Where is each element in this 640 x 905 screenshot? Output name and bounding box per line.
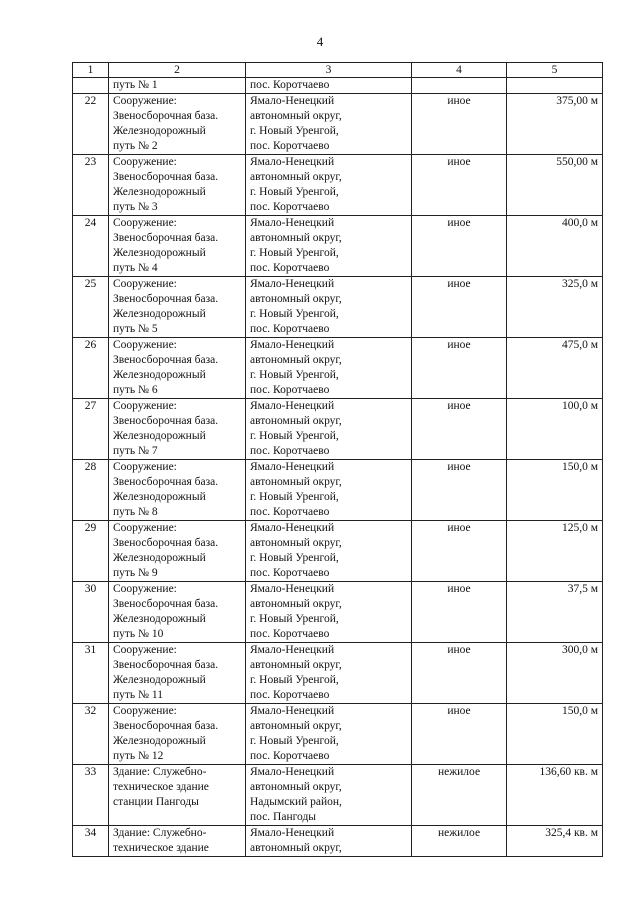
object-address (246, 94, 412, 155)
object-address (246, 277, 412, 338)
table-row (73, 338, 603, 399)
address-line: автономный округ, (250, 720, 342, 732)
object-kind: иное (412, 704, 507, 765)
address-line: г. Новый Уренгой, (250, 674, 339, 686)
header-cell: 5 (507, 63, 603, 78)
address-line: пос. Коротчаево (250, 750, 330, 762)
object-size: 475,0 м (507, 338, 603, 399)
object-size: 300,0 м (507, 643, 603, 704)
object-kind: иное (412, 155, 507, 216)
name-line: Сооружение: (113, 644, 177, 656)
object-kind: иное (412, 582, 507, 643)
address-line: автономный округ, (250, 354, 342, 366)
name-line: Сооружение: (113, 95, 177, 107)
row-number: 23 (73, 155, 109, 216)
address-line: автономный округ, (250, 110, 342, 122)
address-line: Ямало-Ненецкий (250, 400, 335, 412)
address-line: г. Новый Уренгой, (250, 735, 339, 747)
size-cell (507, 78, 603, 94)
name-line: путь № 9 (113, 567, 158, 579)
object-size: 550,00 м (507, 155, 603, 216)
header-cell: 4 (412, 63, 507, 78)
name-line: техническое здание (113, 842, 209, 854)
object-address (246, 155, 412, 216)
object-address (246, 765, 412, 826)
object-size: 150,0 м (507, 460, 603, 521)
kind-cell (412, 78, 507, 94)
object-name (109, 643, 246, 704)
object-size: 325,4 кв. м (507, 826, 603, 857)
name-line: станции Пангоды (113, 796, 199, 808)
object-address (246, 216, 412, 277)
name-line: Звеносборочная база. (113, 537, 219, 549)
name-line: путь № 5 (113, 323, 158, 335)
name-line: Сооружение: (113, 400, 177, 412)
address-line: г. Новый Уренгой, (250, 552, 339, 564)
name-line: путь № 7 (113, 445, 158, 457)
address-line: автономный округ, (250, 232, 342, 244)
address-line: пос. Коротчаево (250, 445, 330, 457)
object-kind: иное (412, 521, 507, 582)
name-line: Звеносборочная база. (113, 720, 219, 732)
object-kind: иное (412, 399, 507, 460)
object-size: 37,5 м (507, 582, 603, 643)
name-line: Железнодорожный (113, 430, 206, 442)
name-line: Сооружение: (113, 156, 177, 168)
object-address (246, 338, 412, 399)
object-address (246, 399, 412, 460)
address-line: Ямало-Ненецкий (250, 583, 335, 595)
name-line: Сооружение: (113, 217, 177, 229)
address-line: Ямало-Ненецкий (250, 827, 335, 839)
name-line: Сооружение: (113, 522, 177, 534)
name-line: Железнодорожный (113, 552, 206, 564)
address-line: пос. Пангоды (250, 811, 317, 823)
object-name (109, 155, 246, 216)
table-row (73, 216, 603, 277)
table-row (73, 704, 603, 765)
name-line: Железнодорожный (113, 125, 206, 137)
address-cell: пос. Коротчаево (246, 78, 412, 94)
object-name (109, 826, 246, 857)
property-table (72, 62, 603, 857)
table-row (73, 155, 603, 216)
object-name (109, 338, 246, 399)
address-line: автономный округ, (250, 537, 342, 549)
table-row (73, 94, 603, 155)
object-address (246, 582, 412, 643)
address-line: автономный округ, (250, 476, 342, 488)
num-cell (73, 78, 109, 94)
row-number: 28 (73, 460, 109, 521)
name-line: Железнодорожный (113, 674, 206, 686)
address-line: автономный округ, (250, 842, 342, 854)
name-line: Железнодорожный (113, 613, 206, 625)
address-line: г. Новый Уренгой, (250, 491, 339, 503)
address-line: г. Новый Уренгой, (250, 613, 339, 625)
row-number: 31 (73, 643, 109, 704)
address-line: Ямало-Ненецкий (250, 522, 335, 534)
object-name (109, 582, 246, 643)
address-line: пос. Коротчаево (250, 262, 330, 274)
address-line: автономный округ, (250, 781, 342, 793)
address-line: г. Новый Уренгой, (250, 430, 339, 442)
object-size: 325,0 м (507, 277, 603, 338)
address-line: пос. Коротчаево (250, 689, 330, 701)
object-name (109, 277, 246, 338)
address-line: Ямало-Ненецкий (250, 217, 335, 229)
object-size: 375,00 м (507, 94, 603, 155)
row-number: 22 (73, 94, 109, 155)
address-line: автономный округ, (250, 293, 342, 305)
address-line: Надымский район, (250, 796, 342, 808)
address-line: пос. Коротчаево (250, 506, 330, 518)
object-address (246, 521, 412, 582)
name-line: путь № 3 (113, 201, 158, 213)
address-line: автономный округ, (250, 415, 342, 427)
address-line: Ямало-Ненецкий (250, 339, 335, 351)
address-line: Ямало-Ненецкий (250, 278, 335, 290)
table-row (73, 582, 603, 643)
name-line: Сооружение: (113, 705, 177, 717)
name-line: Звеносборочная база. (113, 659, 219, 671)
object-name (109, 216, 246, 277)
name-line: путь № 6 (113, 384, 158, 396)
name-line: Железнодорожный (113, 247, 206, 259)
object-size: 136,60 кв. м (507, 765, 603, 826)
name-line: Железнодорожный (113, 491, 206, 503)
object-name (109, 704, 246, 765)
address-line: г. Новый Уренгой, (250, 369, 339, 381)
address-line: автономный округ, (250, 598, 342, 610)
object-size: 100,0 м (507, 399, 603, 460)
name-line: Здание: Служебно- (113, 827, 207, 839)
header-cell: 2 (109, 63, 246, 78)
address-line: г. Новый Уренгой, (250, 186, 339, 198)
name-line: путь № 12 (113, 750, 164, 762)
address-line: Ямало-Ненецкий (250, 461, 335, 473)
address-line: пос. Коротчаево (250, 628, 330, 640)
header-cell: 3 (246, 63, 412, 78)
object-kind: нежилое (412, 765, 507, 826)
address-line: Ямало-Ненецкий (250, 156, 335, 168)
table-row (73, 277, 603, 338)
address-line: пос. Коротчаево (250, 323, 330, 335)
address-line: автономный округ, (250, 659, 342, 671)
page-number: 4 (316, 34, 324, 49)
object-address (246, 643, 412, 704)
name-line: Звеносборочная база. (113, 110, 219, 122)
name-line: Железнодорожный (113, 308, 206, 320)
name-line: Здание: Служебно- (113, 766, 207, 778)
object-kind: нежилое (412, 826, 507, 857)
name-line: техническое здание (113, 781, 209, 793)
object-kind: иное (412, 216, 507, 277)
object-address (246, 826, 412, 857)
object-name (109, 94, 246, 155)
table-row (73, 765, 603, 826)
row-number: 30 (73, 582, 109, 643)
object-name (109, 399, 246, 460)
object-kind: иное (412, 338, 507, 399)
table-row (73, 643, 603, 704)
object-name (109, 765, 246, 826)
address-line: пос. Коротчаево (250, 201, 330, 213)
name-line: Звеносборочная база. (113, 232, 219, 244)
object-address (246, 704, 412, 765)
address-line: г. Новый Уренгой, (250, 247, 339, 259)
address-line: пос. Коротчаево (250, 140, 330, 152)
name-line: Сооружение: (113, 583, 177, 595)
object-size: 125,0 м (507, 521, 603, 582)
address-line: г. Новый Уренгой, (250, 125, 339, 137)
name-line: Звеносборочная база. (113, 476, 219, 488)
object-name (109, 460, 246, 521)
row-number: 25 (73, 277, 109, 338)
header-cell: 1 (73, 63, 109, 78)
row-number: 29 (73, 521, 109, 582)
object-name (109, 521, 246, 582)
object-kind: иное (412, 460, 507, 521)
object-address (246, 460, 412, 521)
object-kind: иное (412, 94, 507, 155)
address-line: Ямало-Ненецкий (250, 766, 335, 778)
address-line: автономный округ, (250, 171, 342, 183)
address-line: Ямало-Ненецкий (250, 95, 335, 107)
object-kind: иное (412, 643, 507, 704)
table-row (73, 826, 603, 857)
name-line: путь № 10 (113, 628, 164, 640)
name-line: путь № 2 (113, 140, 158, 152)
address-line: пос. Коротчаево (250, 567, 330, 579)
row-number: 26 (73, 338, 109, 399)
name-line: Сооружение: (113, 339, 177, 351)
name-line: Звеносборочная база. (113, 354, 219, 366)
name-line: путь № 4 (113, 262, 158, 274)
table-row (73, 460, 603, 521)
address-line: г. Новый Уренгой, (250, 308, 339, 320)
row-number: 34 (73, 826, 109, 857)
name-line: путь № 8 (113, 506, 158, 518)
name-line: Железнодорожный (113, 369, 206, 381)
address-line: пос. Коротчаево (250, 384, 330, 396)
row-number: 27 (73, 399, 109, 460)
name-line: Звеносборочная база. (113, 598, 219, 610)
continuation-row (73, 78, 603, 94)
name-line: Звеносборочная база. (113, 415, 219, 427)
name-line: Звеносборочная база. (113, 171, 219, 183)
row-number: 33 (73, 765, 109, 826)
name-line: Железнодорожный (113, 735, 206, 747)
address-line: Ямало-Ненецкий (250, 644, 335, 656)
name-line: Железнодорожный (113, 186, 206, 198)
name-line: Звеносборочная база. (113, 293, 219, 305)
address-line: Ямало-Ненецкий (250, 705, 335, 717)
name-line: Сооружение: (113, 461, 177, 473)
header-row (73, 63, 603, 78)
table-row (73, 399, 603, 460)
name-line: путь № 11 (113, 689, 163, 701)
object-kind: иное (412, 277, 507, 338)
row-number: 24 (73, 216, 109, 277)
name-line: Сооружение: (113, 278, 177, 290)
table-row (73, 521, 603, 582)
name-cell: путь № 1 (109, 78, 246, 94)
row-number: 32 (73, 704, 109, 765)
object-size: 400,0 м (507, 216, 603, 277)
object-size: 150,0 м (507, 704, 603, 765)
